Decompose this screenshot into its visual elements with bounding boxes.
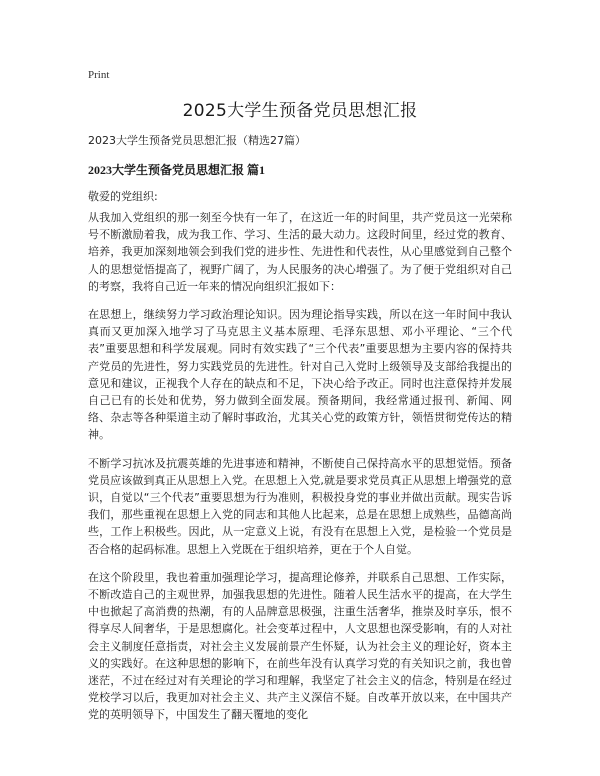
paragraph: 从我加入党组织的那一刻至今快有一年了，在这近一年的时间里，共产党员这一光荣称号不断激励着我，成为我工作、学习、生活的最大动力。这段时间里，经过党的教育、培养，我更加深刻地领会到我们党的进步性、先进性和代表性，从心里感觉到自己整个人的思想觉悟提高了，视野广阔了，为人民服务的决心增强了。为了便于党组织对自己的考察，我将自己近一年来的情况向组织汇报如下：: [88, 211, 512, 293]
print-label: Print: [88, 69, 110, 81]
document-subtitle: 2023大学生预备党员思想汇报（精选27篇）: [88, 134, 306, 147]
body-text: [88, 209, 512, 735]
greeting: 敬爱的党组织:: [88, 190, 158, 203]
page-title: 2025大学生预备党员思想汇报: [182, 101, 418, 121]
paragraph: 在思想上，继续努力学习政治理论知识。因为理论指导实践，所以在这一年时间中我认真而又更加深入地学习了马克思主义基本原理、毛泽东思想、邓小平理论、“三个代表”重要思想和科学发展观。同时有效实践了“三个代表”重要思想为主要内容的保持共产党员的先进性，努力实践党员的先进性。针对自己入党时上级领导及支部给我提出的意见和建议，正视我个人存在的缺点和不足，下决心给予改正。同时也注意保持并发展自己已有的长处和优势，努力做到全面发展。预备期间，我经常通过报刊、新闻、网络、杂志等各种渠道主动了解时事政治，尤其关心党的政策方针，领悟贯彻党传达的精神。: [88, 308, 512, 442]
section-heading: 2023大学生预备党员思想汇报 篇1: [88, 163, 266, 177]
paragraph: 不断学习抗冰及抗震英雄的先进事迹和精神，不断使自己保持高水平的思想觉悟。预备党员应该做到真正从思想上入党。在思想上入党,就是要求党员真正从思想上增强党的意识，自觉以“三个代表”重要思想为行为准则，积极投身党的事业并做出贡献。现实告诉我们，那些重视在思想上入党的同志和其他人比起来，总是在思想上成熟些，品德高尚些，工作上积极些。因此，从一定意义上说，有没有在思想上入党，是检验一个党员是否合格的起码标准。思想上入党既在于组织培养，更在于个人自觉。: [88, 456, 512, 556]
paragraph: 在这个阶段里，我也着重加强理论学习，提高理论修养，并联系自己思想、工作实际，不断改造自己的主观世界，加强我思想的先进性。随着人民生活水平的提高，在大学生中也掀起了高消费的热潮，有的人品牌意思极强，注重生活奢华，推崇及时享乐，恨不得享尽人间奢华，于是思想腐化。社会变革过程中，人文思想也深受影响，有的人对社会主义制度任意指责，对社会主义发展前景产生怀疑，认为社会主义的理论好，资本主义的实践好。在这种思想的影响下，在前些年没有认真学习党的有关知识之前，我也曾迷茫，不过在经过对有关理论的学习和理解，我坚定了社会主义的信念，特别是在经过党校学习以后，我更加对社会主义、共产主义深信不疑。自改革开放以来，在中国共产党的英明领导下，中国发生了翻天覆地的变化: [88, 570, 512, 722]
